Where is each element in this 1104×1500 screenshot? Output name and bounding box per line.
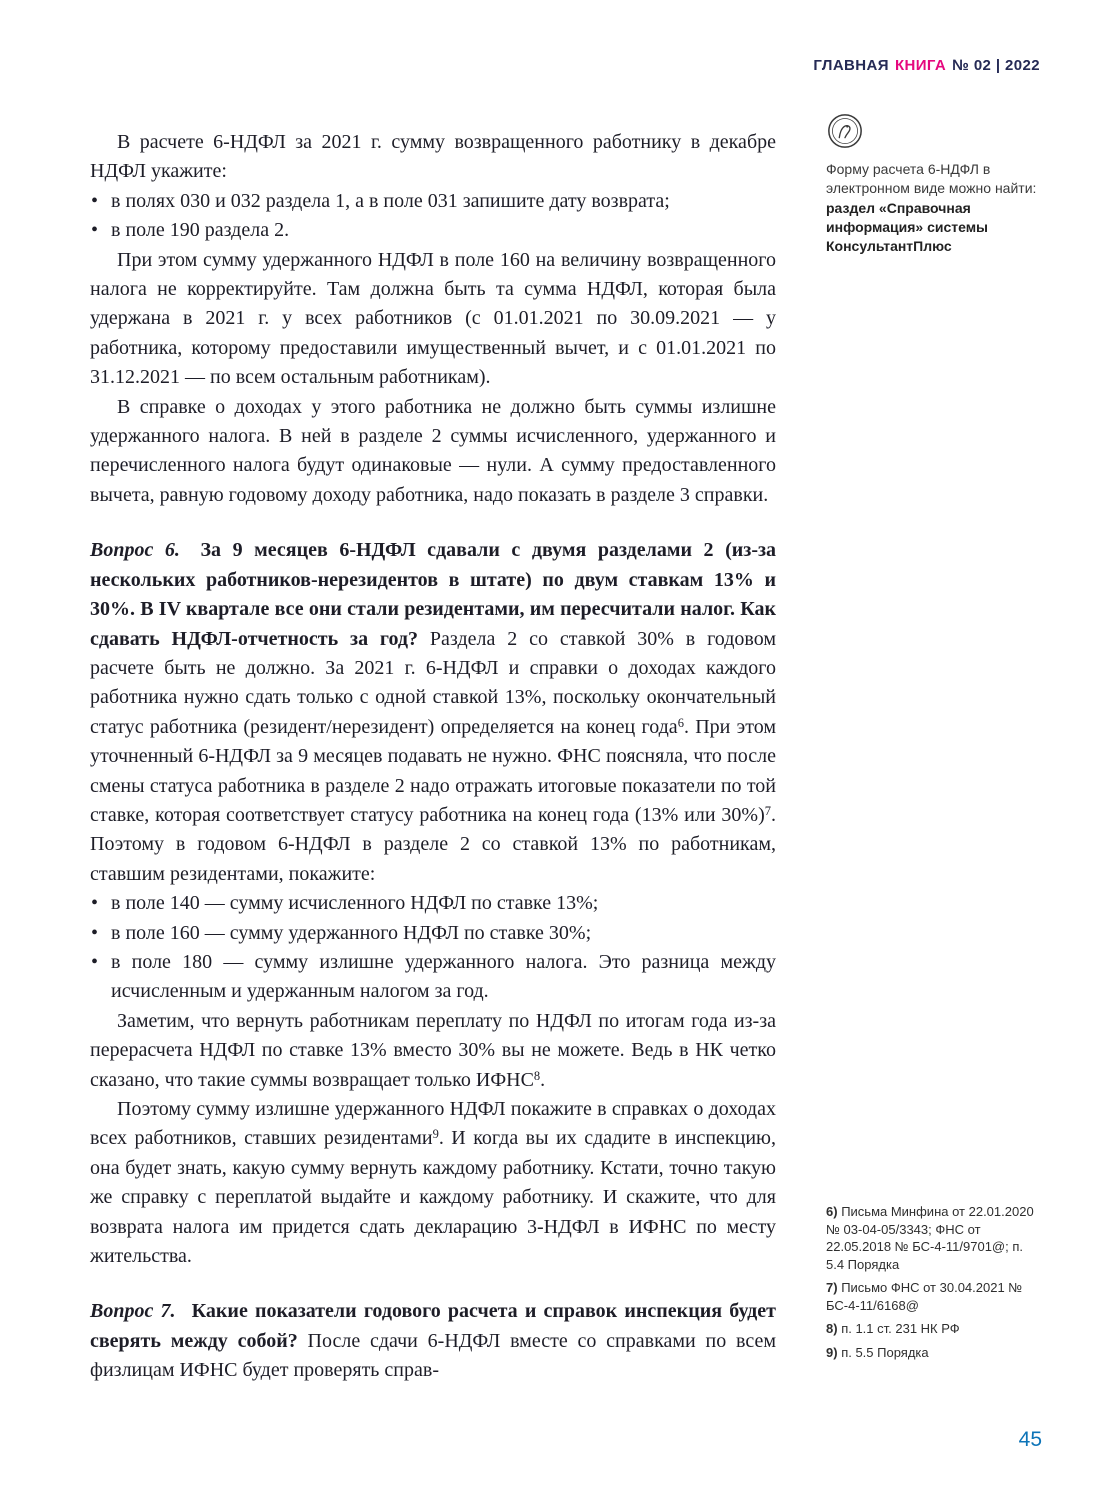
- footnote-ref-8: 8: [533, 1068, 541, 1083]
- paragraph-text: .: [540, 1068, 546, 1091]
- footnote-number: 8): [826, 1321, 838, 1336]
- question-label: Вопрос 7.: [90, 1300, 176, 1323]
- issue-number: № 02 | 2022: [952, 57, 1040, 74]
- question-6-block: [90, 536, 776, 889]
- page-number: 45: [1018, 1428, 1042, 1451]
- paragraph-text: Заметим, что вернуть работникам переплату по НДФЛ по итогам года из-за перерасчета НДФЛ по ставке 13% вместо 30% вы не можете. Ведь в НК четко сказано, что такие суммы возвращает только ИФНС: [90, 1009, 776, 1091]
- footnotes: [826, 1203, 1042, 1367]
- question-label: Вопрос 6.: [90, 539, 180, 562]
- footnote-8: [826, 1320, 1042, 1338]
- sidebar-note-link-text: раздел «Справочная информация» системы КонсультантПлюс: [826, 200, 989, 254]
- footnote-7: [826, 1279, 1042, 1314]
- bullet-list: [90, 187, 776, 246]
- article-body: [90, 128, 776, 1386]
- paragraph: [90, 1007, 776, 1095]
- answer-text: . Поэтому в годовом 6-НДФЛ в разделе 2 со ставкой 13% по работникам, ставшим резидентами, покажите:: [90, 803, 776, 885]
- footnote-number: 9): [826, 1344, 838, 1360]
- paragraph-text: . И когда вы их сдадите в инспекцию, она будет знать, какую сумму вернуть каждому работнику. Кстати, точно такую же справку с переплатой выдайте и каждому работнику. И скажите, что для возврата налога им придется сдать декларацию 3-НДФЛ в ИФНС по месту жительства.: [90, 1127, 776, 1268]
- footnote-text: Письма Минфина от 22.01.2020 № 03-04-05/3343; ФНС от 22.05.2018 № БС-4-11/9701@; п. 5.4 Порядка: [826, 1204, 1034, 1272]
- footnote-text: п. 1.1 ст. 231 НК РФ: [841, 1321, 960, 1336]
- bullet-item: • в поле 160 — сумму удержанного НДФЛ по ставке 30%;: [90, 919, 776, 948]
- brand-glavnaya: ГЛАВНАЯ: [813, 57, 889, 74]
- bullet-item: • в поле 180 — сумму излишне удержанного налога. Это разница между исчисленным и удержанным налогом за год.: [90, 948, 776, 1007]
- paragraph: В расчете 6-НДФЛ за 2021 г. сумму возвращенного работнику в декабре НДФЛ укажите:: [90, 131, 776, 183]
- question-text: За 9 месяцев 6-НДФЛ сдавали с двумя разделами 2 (из-за нескольких работников-нерезидентов в штате) по двум ставкам 13% и 30%. В IV квартале все они стали резидентами, им пересчитали налог. Как сдавать НДФЛ-отчетность за год?: [90, 539, 777, 650]
- footnote-6: [826, 1203, 1042, 1273]
- footnote-number: 7): [826, 1280, 838, 1295]
- footnote-ref-6: 6: [677, 715, 684, 730]
- bullet-item: • в полях 030 и 032 раздела 1, а в поле 031 запишите дату возврата;: [90, 187, 776, 216]
- answer-text: После сдачи 6-НДФЛ вместе со справками по всем физлицам ИФНС будет проверять справ-: [90, 1329, 776, 1382]
- footnote-number: 6): [826, 1204, 838, 1219]
- consultant-stamp-icon: [826, 112, 864, 150]
- bullet-list: [90, 889, 776, 1007]
- footnote-ref-7: 7: [764, 803, 771, 818]
- paragraph-text: Поэтому сумму излишне удержанного НДФЛ покажите в справках о доходах всех работников, ставших резидентами: [90, 1098, 776, 1150]
- footnote-9: [826, 1344, 1042, 1362]
- masthead: [813, 57, 1040, 74]
- question-text: Какие показатели годового расчета и справок инспекция будет сверять между собой?: [90, 1300, 777, 1352]
- footnote-ref-9: 9: [432, 1127, 439, 1142]
- footnote-text: п. 5.5 Порядка: [841, 1344, 929, 1360]
- paragraph: В справке о доходах у этого работника не должно быть суммы излишне удержанного налога. В ней в разделе 2 суммы исчисленного, удержанного и перечисленного налога будут одинаковые — нули. А сумму предоставленного вычета, равную годовому доходу работника, надо показать в разделе 3 справки.: [90, 395, 776, 506]
- question-7-block: [90, 1297, 776, 1385]
- sidebar-note: [826, 112, 1042, 256]
- footnote-text: Письмо ФНС от 30.04.2021 № БС-4-11/6168@: [826, 1280, 1023, 1313]
- bullet-item: • в поле 140 — сумму исчисленного НДФЛ по ставке 13%;: [90, 889, 776, 918]
- sidebar-note-text: Форму расчета 6-НДФЛ в электронном виде можно найти:: [826, 161, 1037, 196]
- bullet-item: • в поле 190 раздела 2.: [90, 216, 776, 245]
- brand-kniga: КНИГА: [894, 57, 947, 74]
- paragraph: При этом сумму удержанного НДФЛ в поле 160 на величину возвращенного налога не корректируйте. Там должна быть та сумма НДФЛ, которая была удержана в 2021 г. у всех работников (с 01.01.2021 по 30.09.2021 — у работника, которому предоставили имущественный вычет, и с 01.01.2021 по 31.12.2021 — по всем остальным работникам).: [90, 248, 776, 389]
- answer-text: . При этом уточненный 6-НДФЛ за 9 месяцев подавать не нужно. ФНС поясняла, что после смены статуса работника в разделе 2 надо отражать итоговые показатели по той ставке, которая соответствует статусу работника на конец года (13% или 30%): [90, 715, 777, 826]
- paragraph: [90, 1095, 776, 1271]
- answer-text: Раздела 2 со ставкой 30% в годовом расчете быть не должно. За 2021 г. 6-НДФЛ и справки о доходах каждого работника нужно сдать только с одной ставкой 13%, поскольку окончательный статус работника (резидент/нерезидент) определяется на конец года: [90, 627, 776, 738]
